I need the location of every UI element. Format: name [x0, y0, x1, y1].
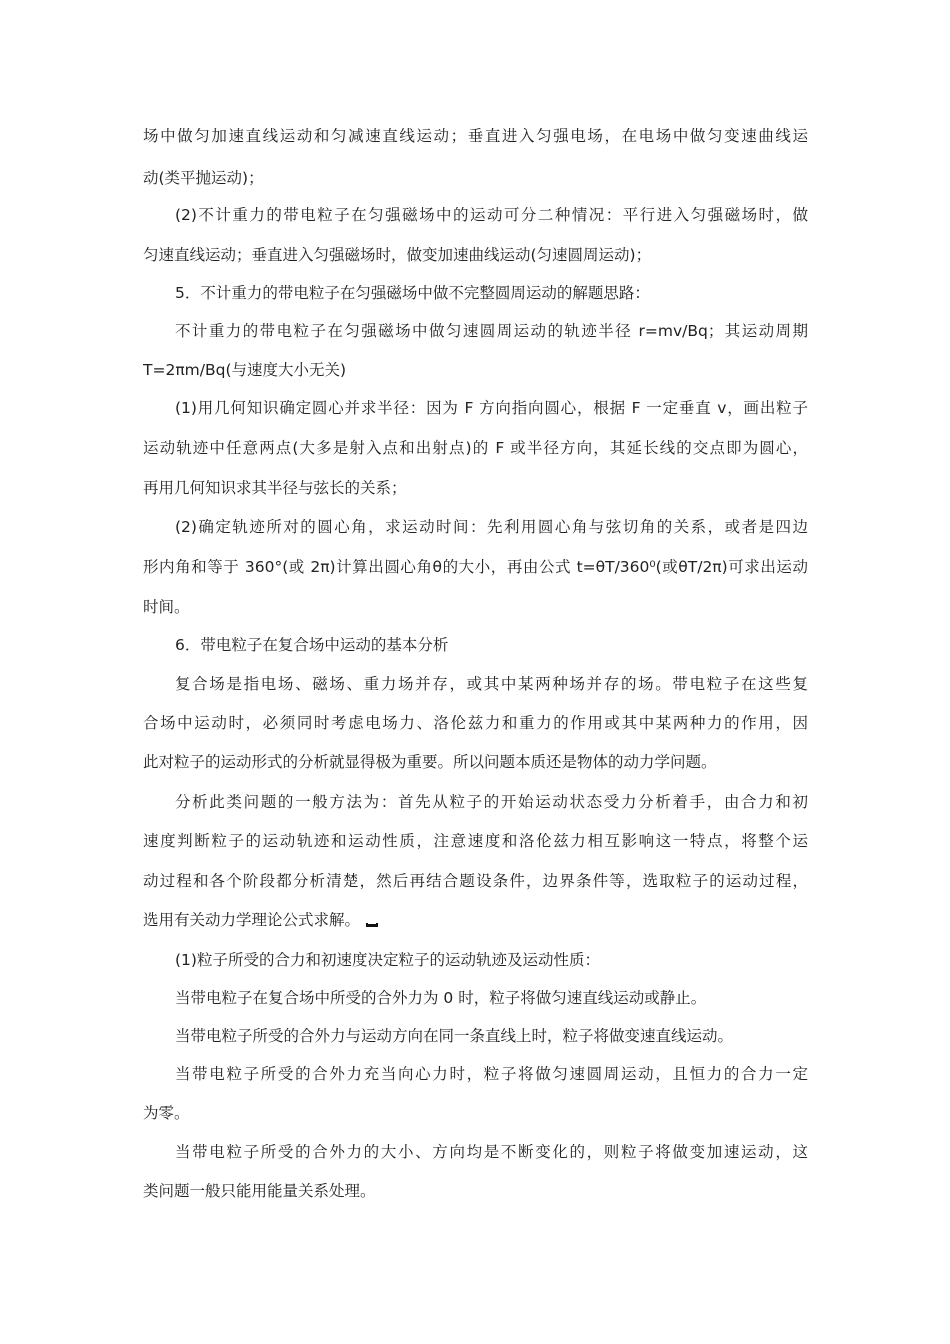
text-line: 合场中运动时，必须同时考虑电场力、洛伦兹力和重力的作用或其中某两种力的作用，因 [143, 714, 808, 732]
text-line: (1)用几何知识确定圆心并求半径：因为 F 方向指向圆心，根据 F 一定垂直 v，画出粒子 [175, 399, 808, 417]
text-line: 当带电粒子所受的合外力充当向心力时，粒子将做匀速圆周运动，且恒力的合力一定 [175, 1065, 808, 1083]
text-span: 选用有关动力学理论公式求解。 [143, 911, 361, 929]
text-line: 复合场是指电场、磁场、重力场并存，或其中某两种场并存的场。带电粒子在这些复 [175, 675, 808, 693]
text-line [143, 910, 808, 930]
text-line: T=2πm/Bq(与速度大小无关) [143, 361, 347, 379]
text-line: 分析此类问题的一般方法为：首先从粒子的开始运动状态受力分析着手，由合力和初 [175, 793, 808, 811]
bracket-mark-icon [366, 923, 378, 927]
text-line: 不计重力的带电粒子在匀强磁场中做匀速圆周运动的轨迹半径 r=mv/Bq；其运动周期 [175, 322, 808, 340]
text-line: 当带电粒子所受的合外力与运动方向在同一条直线上时，粒子将做变速直线运动。 [175, 1027, 734, 1045]
text-line: 当带电粒子在复合场中所受的合外力为 0 时，粒子将做匀速直线运动或静止。 [175, 989, 707, 1007]
text-line: 速度判断粒子的运动轨迹和运动性质，注意速度和洛伦兹力相互影响这一特点，将整个运 [143, 832, 808, 850]
text-line: 为零。 [143, 1104, 190, 1122]
text-line: (2)不计重力的带电粒子在匀强磁场中的运动可分二种情况：平行进入匀强磁场时，做 [175, 206, 808, 224]
text-line: 时间。 [143, 598, 190, 616]
text-line: 当带电粒子所受的合外力的大小、方向均是不断变化的，则粒子将做变加速运动，这 [175, 1143, 808, 1161]
text-line: 类问题一般只能用能量关系处理。 [143, 1182, 376, 1200]
text-line: (1)粒子所受的合力和初速度决定粒子的运动轨迹及运动性质： [175, 951, 600, 969]
text-line: 动(类平抛运动)； [143, 169, 264, 187]
text-line: 再用几何知识求其半径与弦长的关系； [143, 479, 407, 497]
text-line: 运动轨迹中任意两点(大多是射入点和出射点)的 F 或半径方向，其延长线的交点即为圆心， [143, 439, 808, 457]
text-line: 场中做匀加速直线运动和匀减速直线运动；垂直进入匀强电场，在电场中做匀变速曲线运 [143, 127, 808, 145]
text-line: 此对粒子的运动形式的分析就显得极为重要。所以问题本质还是物体的动力学问题。 [143, 753, 717, 771]
text-line: 匀速直线运动；垂直进入匀强磁场时，做变加速曲线运动(匀速圆周运动)； [143, 246, 652, 264]
text-line: 形内角和等于 360°(或 2π)计算出圆心角θ的大小，再由公式 t=θT/360⁰(或θT/2π)可求出运动 [143, 558, 808, 576]
section-heading: 5．不计重力的带电粒子在匀强磁场中做不完整圆周运动的解题思路： [175, 284, 650, 302]
text-line: (2)确定轨迹所对的圆心角，求运动时间：先利用圆心角与弦切角的关系，或者是四边 [175, 518, 808, 536]
section-heading: 6．带电粒子在复合场中运动的基本分析 [175, 636, 449, 654]
text-line: 动过程和各个阶段都分析清楚，然后再结合题设条件，边界条件等，选取粒子的运动过程， [143, 872, 808, 890]
